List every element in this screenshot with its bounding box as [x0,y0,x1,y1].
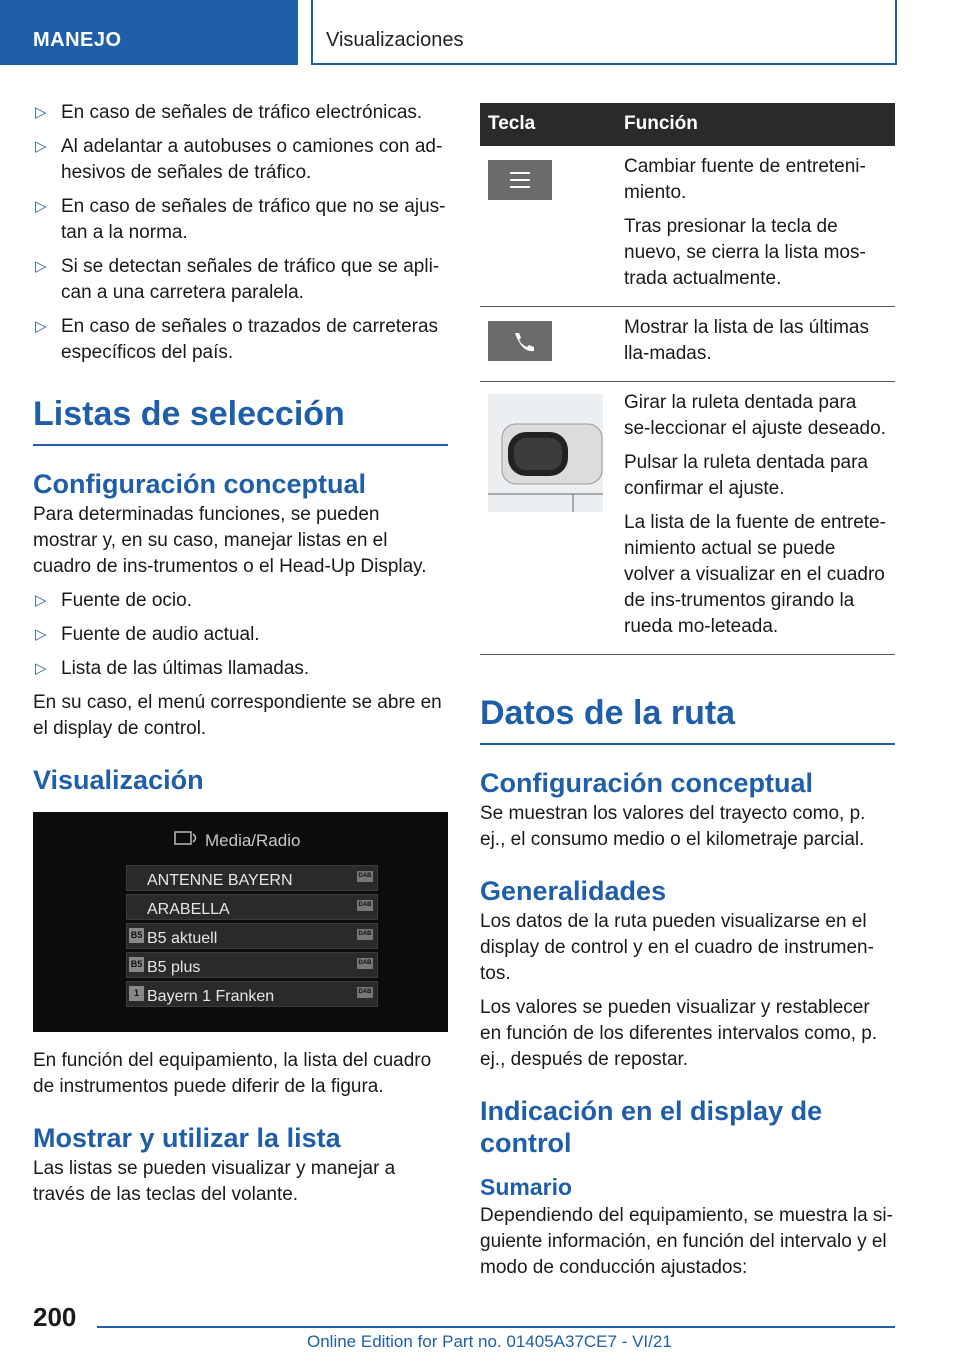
list-item: ▷ Si se detectan señales de tráfico que se apli-can a una carretera paralela. [35,256,440,303]
triangle-bullet-icon: ▷ [35,660,47,677]
table-row: Cambiar fuente de entreteni-miento. Tras presionar la tecla de nuevo, se cierra la lista mos-trada actualmente. [480,146,895,307]
key-function-table [480,103,895,655]
table-header: Función [616,103,895,146]
table-row: Girar la ruleta dentada para se-leccionar el ajuste deseado. Pulsar la ruleta dentada para confirmar el ajuste. La lista de la fuente de entrete-nimiento actual se puede volver a visualizar en el cuadro de ins-trumentos girando la rueda mo-leteada. [480,382,895,655]
subsection-heading: Configuración conceptual [480,768,814,798]
triangle-bullet-icon: ▷ [35,258,47,275]
list-item: B5 B5 aktuell DAB [126,923,378,949]
figure-caption: En función del equipamiento, la lista del cuadro de instrumentos puede diferir de la figura. [33,1050,432,1097]
paragraph: Las listas se pueden visualizar y manejar a través de las teclas del volante. [33,1158,396,1205]
dab-badge: DAB [357,871,373,882]
subsection-heading: Indicación en el display de control [480,1096,823,1158]
list-item: ▷ Al adelantar a autobuses o camiones con ad-hesivos de señales de tráfico. [35,136,443,183]
media-radio-title: Media/Radio [205,831,301,850]
list-item: ANTENNE BAYERN DAB [126,865,378,891]
triangle-bullet-icon: ▷ [35,198,47,215]
list-item: ▷ Fuente de ocio. [33,588,448,614]
thumbwheel-image [488,394,603,512]
paragraph: Los valores se pueden visualizar y restablecer en función de los diferentes intervalos como, p. ej., después de repostar. [480,997,878,1070]
dab-badge: DAB [357,958,373,969]
subsection-heading: Visualización [33,765,204,795]
list-item: ▷ Fuente de audio actual. [33,622,448,648]
footer-divider [97,1326,895,1328]
list-item: 1 Bayern 1 Franken DAB [126,981,378,1007]
station-logo: B5 [129,928,144,943]
list-item: ▷ En caso de señales de tráfico electrónicas. [33,100,448,126]
list-item: ARABELLA DAB [126,894,378,920]
section-tab [0,0,298,65]
paragraph: Se muestran los valores del trayecto como, p. ej., el consumo medio o el kilometraje parcial. [480,803,866,850]
list-item: ▷ En caso de señales de tráfico que no se ajus-tan a la norma. [35,196,446,243]
media-radio-screenshot [33,812,448,1032]
right-column [480,103,895,1289]
left-column [33,100,448,1216]
list-item: ▷ Lista de las últimas llamadas. [33,656,448,682]
dab-badge: DAB [357,900,373,911]
triangle-bullet-icon: ▷ [35,592,47,609]
paragraph: Los datos de la ruta pueden visualizarse en el display de control y en el cuadro de instrumen-tos. [480,911,874,984]
minor-heading: Sumario [480,1174,573,1200]
table-header: Tecla [480,103,616,146]
dab-badge: DAB [357,929,373,940]
subsection-heading: Generalidades [480,876,667,906]
triangle-bullet-icon: ▷ [35,318,47,335]
triangle-bullet-icon: ▷ [35,138,47,155]
section-heading: Datos de la ruta [480,693,895,745]
media-icon [173,826,203,850]
paragraph: Para determinadas funciones, se pueden mostrar y, en su caso, manejar listas en el cuadro de ins-trumentos o el Head-Up Display. [33,504,427,577]
page-number: 200 [33,1302,77,1332]
chapter-title: Visualizaciones [326,29,464,51]
paragraph: En su caso, el menú correspondiente se abre en el display de control. [33,692,442,739]
triangle-bullet-icon: ▷ [35,626,47,643]
section-heading: Listas de selección [33,394,448,446]
subsection-heading: Configuración conceptual [33,469,367,499]
section-label: MANEJO [33,29,122,51]
chapter-header [311,0,897,65]
subsection-heading: Mostrar y utilizar la lista [33,1123,341,1153]
list-icon [488,160,552,200]
triangle-bullet-icon: ▷ [35,104,47,121]
paragraph: Dependiendo del equipamiento, se muestra la si-guiente información, en función del intervalo y el modo de conducción ajustados: [480,1205,893,1278]
station-logo: 1 [129,986,144,1001]
station-logo: B5 [129,957,144,972]
table-row: Mostrar la lista de las últimas lla-madas. [480,307,895,382]
dab-badge: DAB [357,987,373,998]
edition-note: Online Edition for Part no. 01405A37CE7 - VI/21 [307,1332,672,1351]
list-item: ▷ En caso de señales o trazados de carreteras específicos del país. [35,316,439,363]
phone-icon [488,321,552,361]
list-item: B5 B5 plus DAB [126,952,378,978]
